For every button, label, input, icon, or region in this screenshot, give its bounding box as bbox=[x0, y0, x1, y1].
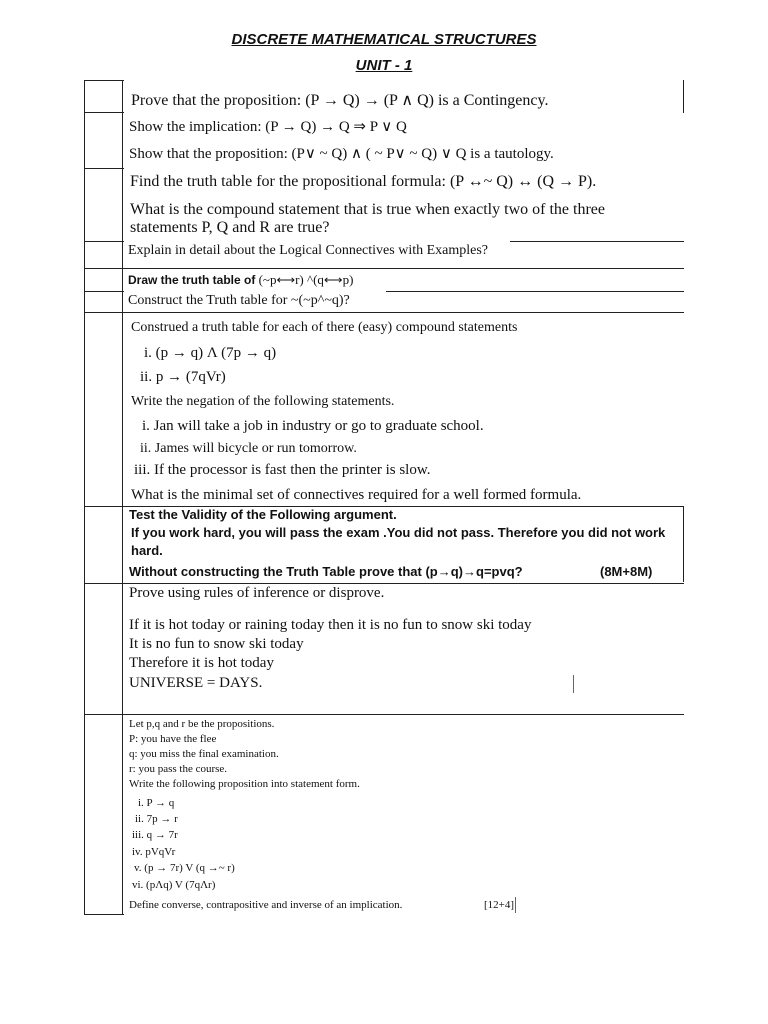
question-tautology: Show that the proposition: (P∨ ~ Q) ∧ ( ~ P∨ ~ Q) ∨ Q is a tautology. bbox=[129, 146, 554, 162]
unit-heading: UNIT - 1 bbox=[355, 57, 413, 74]
statement-item-6: vi. (pΛq) V (7qΛr) bbox=[132, 879, 216, 891]
question-construct-truth-table: Construct the Truth table for ~(~p^~q)? bbox=[128, 293, 350, 308]
proposition-q: q: you miss the final examination. bbox=[129, 748, 279, 760]
inference-line-3: Therefore it is hot today bbox=[129, 655, 274, 671]
marks-12-4: [12+4] bbox=[484, 899, 515, 911]
statement-item-5: v. (p → 7r) V (q →~ r) bbox=[134, 862, 235, 874]
right-border-top bbox=[683, 80, 684, 113]
document-title: DISCRETE MATHEMATICAL STRUCTURES bbox=[231, 31, 537, 48]
row-line bbox=[84, 583, 684, 584]
statement-item-1: i. P → q bbox=[138, 797, 175, 809]
question-validity-argument: Test the Validity of the Following argument. bbox=[129, 507, 397, 522]
cursor-mark bbox=[573, 675, 574, 693]
right-border-middle bbox=[683, 507, 684, 582]
row-line bbox=[84, 312, 684, 313]
question-draw-truth-table bbox=[128, 272, 353, 288]
proposition-r: r: you pass the course. bbox=[129, 763, 228, 775]
statement-item-4: iv. pVqVr bbox=[132, 846, 176, 858]
partial-row-line bbox=[510, 241, 684, 242]
partial-row-line bbox=[602, 312, 684, 313]
row-line bbox=[84, 112, 124, 113]
row-line bbox=[84, 241, 124, 242]
proposition-p: P: you have the flee bbox=[129, 733, 217, 745]
argument-line-2: hard. bbox=[131, 543, 163, 558]
inference-line-2: It is no fun to snow ski today bbox=[129, 636, 304, 652]
statement-item-3: iii. q → 7r bbox=[132, 829, 178, 841]
statement-item-2: ii. 7p → r bbox=[135, 813, 178, 825]
inference-line-4: UNIVERSE = DAYS. bbox=[129, 675, 263, 691]
row-line bbox=[84, 914, 124, 915]
compound-statement-item-2: ii. p → (7qVr) bbox=[140, 369, 226, 385]
question-construed-truth-table: Construed a truth table for each of there (easy) compound statements bbox=[131, 320, 518, 335]
partial-row-line bbox=[386, 291, 684, 292]
question-contingency: Prove that the proposition: (P → Q) → (P ∧ Q) is a Contingency. bbox=[131, 92, 549, 109]
question-implication: Show the implication: (P → Q) → Q ⇒ P ∨ Q bbox=[129, 119, 407, 135]
marks-8m-8m: (8M+8M) bbox=[600, 564, 653, 579]
argument-line-1: If you work hard, you will pass the exam .You did not pass. Therefore you did not work bbox=[131, 525, 666, 540]
inference-line-1: If it is hot today or raining today then it is no fun to snow ski today bbox=[129, 617, 532, 633]
question-draw-truth-table-formula: (~p⟷r) ^(q⟷p) bbox=[258, 272, 354, 287]
question-define-converse: Define converse, contrapositive and inverse of an implication. bbox=[129, 899, 403, 911]
table-left-border bbox=[84, 80, 85, 915]
row-line bbox=[84, 291, 124, 292]
question-truth-table-formula: Find the truth table for the propositional formula: (P ↔~ Q) ↔ (Q → P). bbox=[130, 173, 597, 190]
negation-item-1: i. Jan will take a job in industry or go to graduate school. bbox=[142, 418, 484, 434]
question-compound-statement-line2: statements P, Q and R are true? bbox=[130, 219, 330, 236]
negation-item-3: iii. If the processor is fast then the printer is slow. bbox=[134, 462, 431, 478]
row-line bbox=[84, 268, 684, 269]
compound-statement-item-1: i. (p → q) Λ (7p → q) bbox=[144, 345, 277, 361]
question-minimal-connectives: What is the minimal set of connectives required for a well formed formula. bbox=[131, 487, 582, 503]
question-without-truth-table: Without constructing the Truth Table prove that (p→q)→q=pvq? bbox=[129, 564, 523, 579]
row-line bbox=[84, 714, 684, 715]
negation-item-2: ii. James will bicycle or run tomorrow. bbox=[140, 441, 357, 456]
question-rules-of-inference: Prove using rules of inference or disprove. bbox=[129, 585, 385, 601]
statement-form-instruction: Write the following proposition into statement form. bbox=[129, 778, 360, 790]
end-mark bbox=[515, 897, 516, 913]
propositions-intro: Let p,q and r be the propositions. bbox=[129, 718, 275, 730]
question-draw-truth-table-prefix: Draw the truth table of bbox=[128, 273, 256, 287]
number-column-divider bbox=[122, 80, 123, 915]
question-compound-statement-line1: What is the compound statement that is true when exactly two of the three bbox=[130, 201, 605, 218]
question-negation: Write the negation of the following statements. bbox=[131, 394, 395, 409]
question-logical-connectives: Explain in detail about the Logical Connectives with Examples? bbox=[128, 243, 489, 258]
row-line bbox=[84, 80, 124, 81]
row-line bbox=[84, 168, 124, 169]
